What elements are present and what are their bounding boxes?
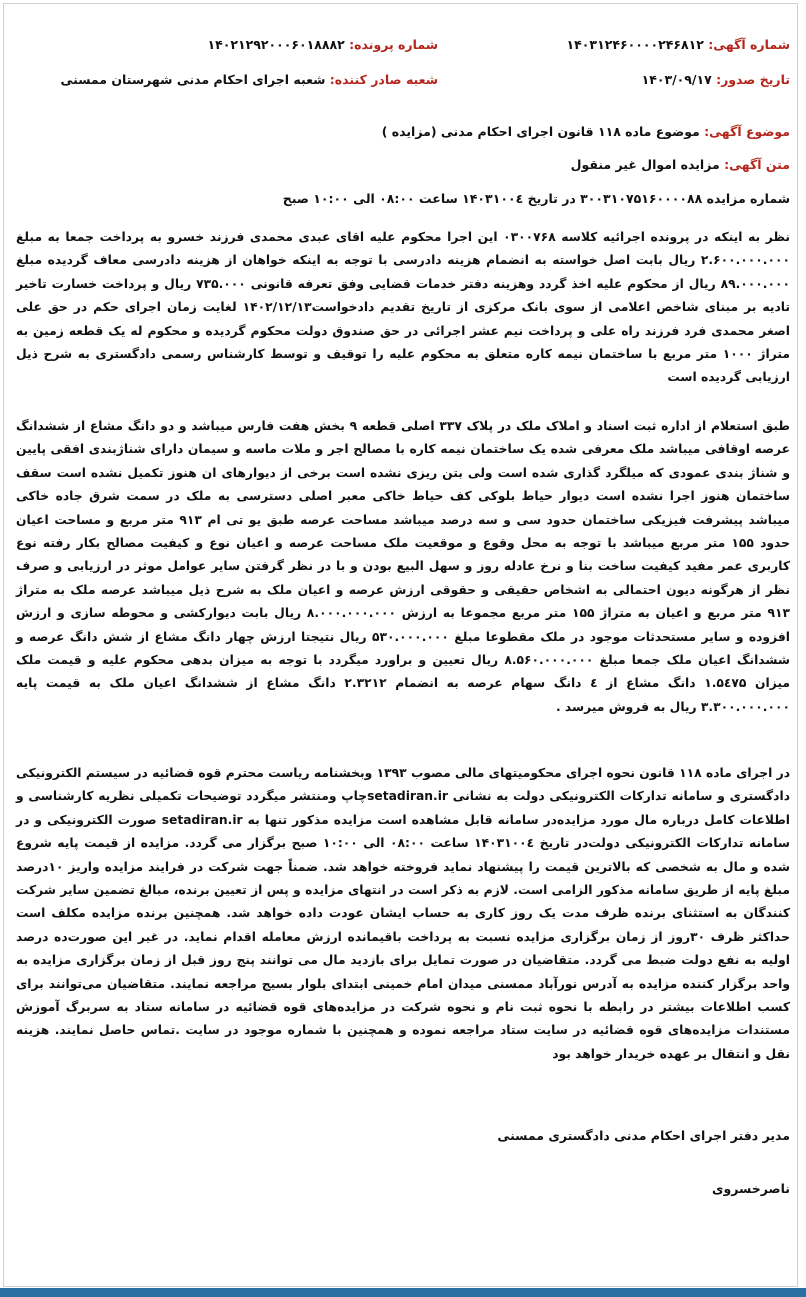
issue-date-label: تاریخ صدور: xyxy=(716,72,790,87)
issue-date xyxy=(642,72,790,87)
paragraph-auction-terms: در اجرای ماده ۱۱۸ قانون نحوه اجرای محکومیتهای مالی مصوب ۱۳۹۳ وبخشنامه ریاست محترم قوه قضائیه در سیستم الکترونیکی دادگستری و سامانه تدارکات الکترونیکی دولت به نشانی setadiran.irچاپ ومنتشر میگردد توضیحات تکمیلی نظریه کارشناسی و اطلاعات کامل درباره مال مورد مزایده‌در سامانه قابل مشاهده است مزایده مذکور تنها به setadiran.ir صورت الکترونیکی و در سامانه تدارکات الکترونیکی دولت‌در تاریخ ۱۴۰۳۱۰۰٤ ساعت ۰۸:۰۰ الی ۱۰:۰۰ صبح برگزار می گردد. مزایده از قیمت پایه شروع شده و مال به شخصی که بالاترین قیمت را پیشنهاد نماید فروخته خواهد شد. ضمناً جهت شرکت در فرایند مزایده واریز ۱۰درصد مبلغ پایه از طریق سامانه مذکور الزامی است. لازم به ذکر است در انتهای مزایده و پس از تعیین برنده، مبالغ تضمین سایر شرکت کنندگان به استثنای برنده ظرف مدت یک روز کاری به حساب ایشان عودت داده خواهد شد. همچنین برنده مزایده مکلف است حداکثر ظرف ۳۰روز از زمان برگزاری مزایده نسبت به پرداخت باقیمانده ارزش معامله اقدام نماید. در غیر این صورت‌ده درصد اولیه به نفع دولت ضبط می گردد. متقاضیان در صورت تمایل برای بازدید مال می توانند پنج روز قبل از زمان برگزاری مزایده به واحد برگزار کننده مزایده به آدرس نورآباد ممسنی میدان امام خمینی ابتدای بلوار بسیج مراجعه نمایند. متقاضیان می‌توانند برای کسب اطلاعات بیشتر در رابطه با نحوه ثبت نام و نحوه شرکت در مزایده‌های قوه قضائیه در سامانه ستاد به سربرگ آموزش مستندات مزایده‌های قوه قضائیه در سایت ستاد مراجعه نموده و همچنین با شماره موجود در سایت .تماس حاصل نمایند. هزینه نقل و انتقال بر عهده خریدار خواهد بود xyxy=(16,766,791,1061)
ad-number-value: ۱۴۰۳۱۲۴۶۰۰۰۰۲۴۶۸۱۲ xyxy=(566,37,704,52)
ad-text-label: متن آگهی: xyxy=(724,157,790,172)
ad-subject-label: موضوع آگهی: xyxy=(704,124,790,139)
issue-date-value: ۱۴۰۳/۰۹/۱۷ xyxy=(641,72,712,87)
bottom-bar xyxy=(0,1288,806,1297)
signature-title: مدیر دفتر اجرای احکام مدنی دادگستری ممسنی xyxy=(497,1128,790,1143)
case-number-value: ۱۴۰۲۱۲۹۲۰۰۰۶۰۱۸۸۸۲ xyxy=(207,37,345,52)
paragraph-judgment: نظر به اینکه در پرونده اجرائیه کلاسه ۰۳۰۰۷۶۸ این اجرا محکوم علیه اقای عبدی محمدی فرزند خسرو به پرداخت جمعا به مبلغ ۲.۶۰۰.۰۰۰.۰۰۰ ریال بابت اصل خواسته به انضمام هزینه دادرسی با توجه به اینکه خواهان از هزینه دادرسی معاف گردیده مبلغ ۸۹.۰۰۰.۰۰۰ ریال از محکوم علیه اخذ گردد وهزینه دفتر خدمات قضایی وفق تعرفه قانونی ۷۳۵.۰۰۰ ریال و پرداخت خسارت تاخیر تادیه بر مبنای شاخص اعلامی از سوی بانک مرکزی از تاریخ تقدیم دادخواست۱۴۰۲/۱۲/۱۳ لغایت زمان اجرای حکم در حق علی اصغر محمدی فرد فرزند راه علی و پرداخت نیم عشر اجرائی در حق صندوق دولت محکوم گردیده و محکوم له یک قطعه زمین به متراژ ۱۰۰۰ متر مربع با ساختمان نیمه کاره متعلق به محکوم علیه را توقیف و توسط کارشناس رسمی دادگستری به شرح ذیل ارزیابی گردیده است xyxy=(16,230,791,385)
issuer xyxy=(60,72,438,87)
ad-text xyxy=(571,157,790,172)
case-number-label: شماره پرونده: xyxy=(349,37,438,52)
ad-number-label: شماره آگهی: xyxy=(708,37,790,52)
case-number xyxy=(207,37,438,52)
signature-name: ناصرخسروی xyxy=(712,1181,790,1196)
ad-subject-value: موضوع ماده ۱۱۸ قانون اجرای احکام مدنی (مزایده ) xyxy=(381,124,700,139)
auction-number-line: شماره مزایده ۳۰۰۳۱۰۷۵۱۶۰۰۰۰۸۸ در تاریخ ۱۴۰۳۱۰۰٤ ساعت ۰۸:۰۰ الی ۱۰:۰۰ صبح xyxy=(282,191,790,206)
issuer-label: شعبه صادر کننده: xyxy=(329,72,438,87)
ad-subject xyxy=(382,124,790,139)
ad-text-value: مزایده اموال غیر منقول xyxy=(570,157,720,172)
issuer-value: شعبه اجرای احکام مدنی شهرستان ممسنی xyxy=(60,72,326,87)
ad-number xyxy=(567,37,790,52)
paragraph-appraisal: طبق استعلام از اداره ثبت اسناد و املاک ملک در پلاک ۳۳۷ اصلی قطعه ۹ بخش هفت فارس میباشد و دو دانگ مشاع از ششدانگ عرصه اوقافی میباشد ملک معرفی شده یک ساختمان نیمه کاره با مصالح اجر و ملات ماسه و سیمان دارای شناژبندی افقی پایین و شناژ بندی عمودی که میلگرد گذاری شده است ولی بتن ریزی نشده است برخی از دیوارهای ان هنوز تکمیل نشده است سقف ساختمان هنوز اجرا نشده است دیوار حیاط بلوکی کف حیاط خاکی معبر اصلی دسترسی به ملک در سمت شرق جاده خاکی میباشد پیشرفت فیزیکی ساختمان حدود سی و سه درصد میباشد مساحت عرصه طبق یو تی ام ۹۱۳ متر مربع و مساحت اعیان حدود ۱۵۵ متر مربع میباشد با توجه به محل وقوع و موقعیت ملک مساحت عرصه و اعیان نوع و کیفیت مصالح بکار رفته نوع کاربری عمر مفید کیفیت ساخت بنا و نرخ عادله روز و سهل البیع بودن و با در نظر گرفتن سایر عوامل موثر در ارزیابی و صرف نظر از هرگونه دیون احتمالی به اشخاص حقیقی و حقوقی ارزش عرصه و اعیان ملک به شرح ذیل میباشد عرصه ملک به متراژ ۹۱۳ متر مربع و اعیان به متراژ ۱۵۵ متر مربع مجموعا به ارزش ۸.۰۰۰.۰۰۰.۰۰۰ ریال بابت دیوارکشی و محوطه سازی و ارزش افزوده و سایر مستحدثات موجود در ملک مقطوعا مبلغ ۵۳۰.۰۰۰.۰۰۰ ریال نتیجتا ارزش چهار دانگ مشاع از شش دانگ عرصه و ششدانگ اعیان ملک جمعا مبلغ ۸.۵۶۰.۰۰۰.۰۰۰ ریال تعیین و براورد میگردد با توجه به میزان بدهی محکوم علیه و قیمت ملک میزان ۱.۵٤۷۵ دانگ مشاع از ٤ دانگ سهام عرصه به انضمام ۲.۳۲۱۲ دانگ مشاع از ششدانگ اعیان ملک به قیمت پایه ۳.۳۰۰.۰۰۰.۰۰۰ ریال به فروش میرسد . xyxy=(16,419,790,714)
